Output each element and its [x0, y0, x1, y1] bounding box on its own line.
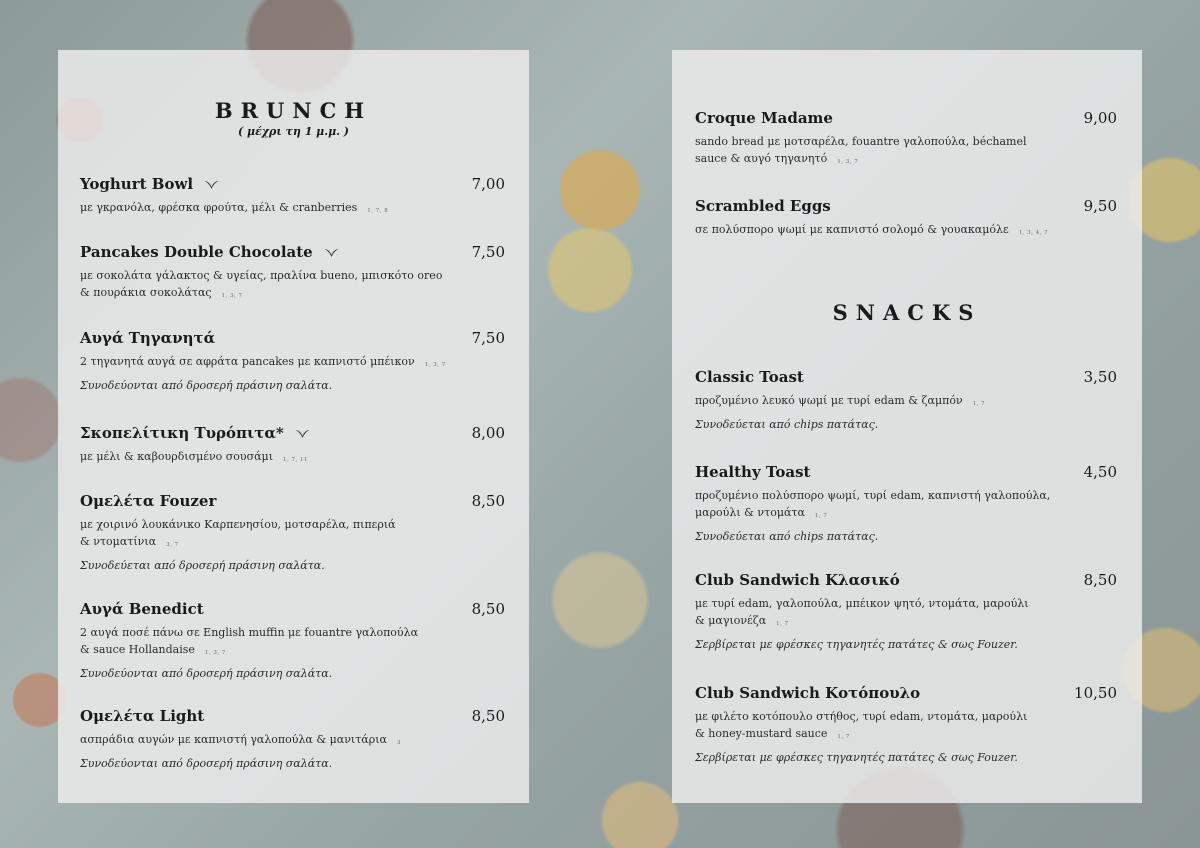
item-note: Συνοδεύεται από δροσερή πράσινη σαλάτα.: [80, 559, 325, 572]
menu-item: [695, 463, 1117, 545]
allergen-codes: 1, 7: [972, 401, 986, 407]
item-note: Συνοδεύονται από δροσερή πράσινη σαλάτα.: [80, 757, 333, 770]
allergen-codes: 1, 7, 8: [367, 208, 389, 214]
allergen-codes: 1, 3, 7: [221, 293, 243, 299]
item-price: 8,50: [471, 600, 505, 618]
item-description: 2 τηγανητά αυγά σε αφράτα pancakes με καπνιστό μπέικον 1, 3, 7: [80, 355, 446, 368]
item-description: με τυρί edam, γαλοπούλα, μπέικον ψητό, ντομάτα, μαρούλι & μαγιονέζα 1, 7: [695, 597, 1029, 627]
item-price: 8,50: [1083, 571, 1117, 589]
item-note: Συνοδεύονται από δροσερή πράσινη σαλάτα.: [80, 379, 333, 392]
item-name: Αυγά Τηγανητά: [80, 329, 216, 347]
item-note: Συνοδεύονται από δροσερή πράσινη σαλάτα.: [80, 667, 333, 680]
allergen-codes: 1, 7: [776, 621, 789, 627]
item-price: 7,50: [471, 243, 505, 261]
menu-item: [695, 684, 1117, 766]
menu-item: [80, 707, 505, 772]
item-description: με χοιρινό λουκάνικο Καρπενησίου, μοτσαρέλα, πιπεριά & ντοματίνια 3, 7: [80, 518, 396, 548]
menu-item: [695, 109, 1117, 171]
allergen-codes: 1, 7: [814, 513, 828, 519]
snacks-panel: [672, 50, 1142, 803]
item-name: Club Sandwich Κλασικό: [695, 571, 900, 589]
item-price: 7,50: [471, 329, 505, 347]
item-name: Pancakes Double Chocolate: [80, 243, 313, 261]
menu-item: [80, 242, 505, 305]
item-description: προζυμένιο λευκό ψωμί με τυρί edam & ζαμπόν 1, 7: [695, 394, 986, 407]
item-description: με σοκολάτα γάλακτος & υγείας, πραλίνα bueno, μπισκότο oreo & πουράκια σοκολάτας 1, 3, 7: [80, 269, 443, 299]
item-description: προζυμένιο πολύσπορο ψωμί, τυρί edam, καπνιστή γαλοπούλα, μαρούλι & ντομάτα 1, 7: [695, 489, 1051, 519]
item-note: Συνοδεύεται από chips πατάτας.: [695, 418, 879, 431]
item-price: 10,50: [1074, 684, 1117, 702]
item-name: Club Sandwich Κοτόπουλο: [695, 684, 921, 702]
menu-item: [695, 368, 1117, 433]
item-name: Αυγά Benedict: [80, 600, 204, 618]
item-price: 3,50: [1083, 368, 1117, 386]
brunch-panel: [58, 50, 529, 803]
item-note: Συνοδεύεται από chips πατάτας.: [695, 530, 879, 543]
allergen-codes: 1, 3, 7: [837, 159, 859, 165]
item-description: με μέλι & καβουρδισμένο σουσάμι 1, 7, 11: [80, 450, 309, 463]
allergen-codes: 3, 7: [166, 542, 179, 548]
item-price: 7,00: [471, 175, 505, 193]
item-description: sando bread με μοτσαρέλα, fouantre γαλοπούλα, béchamel sauce & αυγό τηγανητό 1, 3, 7: [695, 135, 1027, 165]
item-name: Yoghurt Bowl: [80, 175, 194, 193]
item-name: Ομελέτα Fouzer: [80, 492, 217, 510]
item-note: Σερβίρεται με φρέσκες τηγανητές πατάτες & σως Fouzer.: [695, 638, 1018, 651]
leaf-icon: [204, 179, 219, 190]
menu-item: [80, 423, 505, 469]
item-description: με φιλέτο κοτόπουλο στήθος, τυρί edam, ντομάτα, μαρούλι & honey-mustard sauce 1, 7: [695, 710, 1028, 740]
item-name: Croque Madame: [695, 109, 833, 127]
allergen-codes: 1, 3, 4, 7: [1018, 230, 1049, 236]
item-description: ασπράδια αυγών με καπνιστή γαλοπούλα & μανιτάρια 3: [80, 733, 401, 746]
item-name: Σκοπελίτικη Τυρόπιτα*: [80, 424, 284, 442]
item-name: Healthy Toast: [695, 463, 811, 481]
item-price: 8,00: [471, 424, 505, 442]
item-name: Classic Toast: [695, 368, 804, 386]
menu-item: [80, 329, 505, 394]
item-price: 4,50: [1083, 463, 1117, 481]
brunch-title: BRUNCH: [214, 98, 373, 123]
item-price: 8,50: [471, 492, 505, 510]
menu-item: [695, 197, 1117, 242]
allergen-codes: 1, 7, 11: [283, 457, 309, 463]
menu-item: [80, 174, 505, 220]
menu-item: [80, 600, 505, 682]
item-price: 9,50: [1083, 197, 1117, 215]
allergen-codes: 1, 7: [837, 734, 850, 740]
item-name: Scrambled Eggs: [695, 197, 831, 215]
menu-item: [695, 571, 1117, 653]
snacks-title: SNACKS: [832, 300, 982, 325]
item-price: 8,50: [471, 707, 505, 725]
item-description: με γκρανόλα, φρέσκα φρούτα, μέλι & cranberries 1, 7, 8: [80, 201, 389, 214]
allergen-codes: 1, 3, 7: [204, 650, 226, 656]
allergen-codes: 1, 3, 7: [424, 362, 446, 368]
leaf-icon: [295, 428, 310, 439]
item-description: σε πολύσπορο ψωμί με καπνιστό σολομό & γουακαμόλε 1, 3, 4, 7: [695, 223, 1049, 236]
item-name: Ομελέτα Light: [80, 707, 205, 725]
item-note: Σερβίρεται με φρέσκες τηγανητές πατάτες & σως Fouzer.: [695, 751, 1018, 764]
leaf-icon: [324, 247, 339, 258]
brunch-subtitle: ( μέχρι τη 1 μ.μ. ): [238, 125, 349, 138]
menu-item: [80, 492, 505, 574]
item-price: 9,00: [1083, 109, 1117, 127]
allergen-codes: 3: [396, 740, 401, 746]
item-description: 2 αυγά ποσέ πάνω σε English muffin με fouantre γαλοπούλα & sauce Hollandaise 1, 3, 7: [80, 626, 419, 656]
